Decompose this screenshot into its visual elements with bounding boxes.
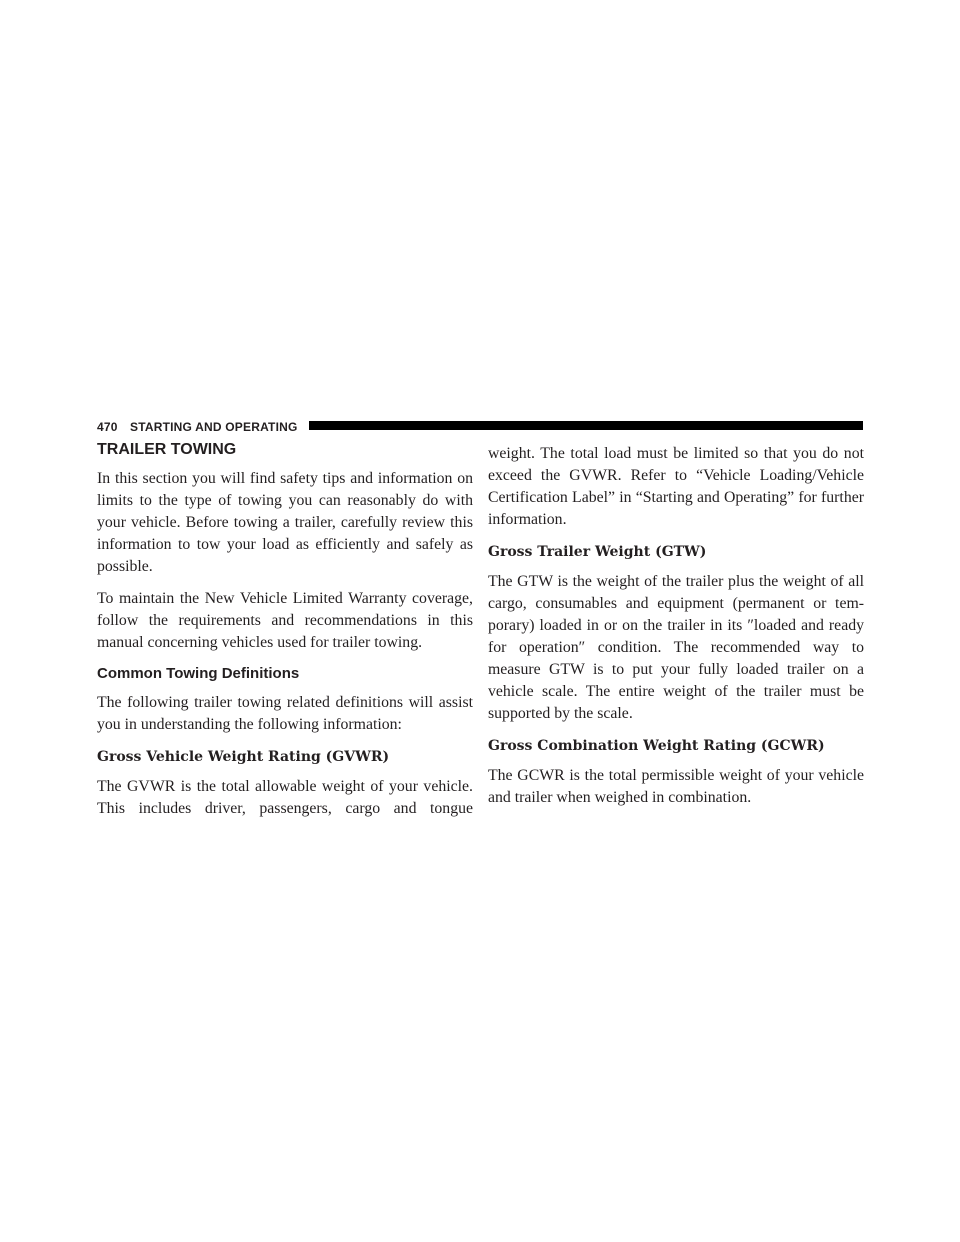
gtw-paragraph: The GTW is the weight of the trailer plus the weight of all cargo, consumables and equipment (permanent or tem-porary) loaded in or on the trailer in its ″loaded and ready for operation″ condition. The recommended way to measure GTW is to put your fully loaded trailer on a vehicle scale. The entire weight of the trailer must be supported by the scale. [488,573,864,722]
gtw-heading: Gross Trailer Weight (GTW) [488,544,707,560]
intro-paragraph-2: To maintain the New Vehicle Limited Warranty coverage, follow the requirements and recommendations in this manual concerning vehicles used for trailer towing. [97,590,473,651]
left-column [97,440,473,830]
gcwr-paragraph: The GCWR is the total permissible weight of your vehicle and trailer when weighed in combination. [488,767,864,806]
gvwr-heading: Gross Vehicle Weight Rating (GVWR) [97,749,390,765]
definitions-intro: The following trailer towing related definitions will assist you in understanding the following information: [97,694,473,733]
page-number: 470 [97,420,118,434]
header-rule [309,421,863,430]
gcwr-heading: Gross Combination Weight Rating (GCWR) [488,738,825,754]
gvwr-paragraph-end: weight. The total load must be limited so that you do not exceed the GVWR. Refer to “Vehicle Loading/Vehicle Certification Label” in “Starting and Operating” for further information. [488,445,864,528]
intro-paragraph-1: In this section you will find safety tips and information on limits to the type of towing you can reasonably do with your vehicle. Before towing a trailer, carefully review this information to tow your load as efficiently and safely as possible. [97,470,473,575]
subsection-heading: Common Towing Definitions [97,665,300,682]
right-column [488,443,864,819]
section-title: TRAILER TOWING [97,441,237,458]
page-header [97,419,863,435]
section-name: STARTING AND OPERATING [130,420,298,434]
gvwr-paragraph-start: The GVWR is the total allowable weight of your vehicle. This includes driver, passengers, cargo and tongue [97,778,473,817]
